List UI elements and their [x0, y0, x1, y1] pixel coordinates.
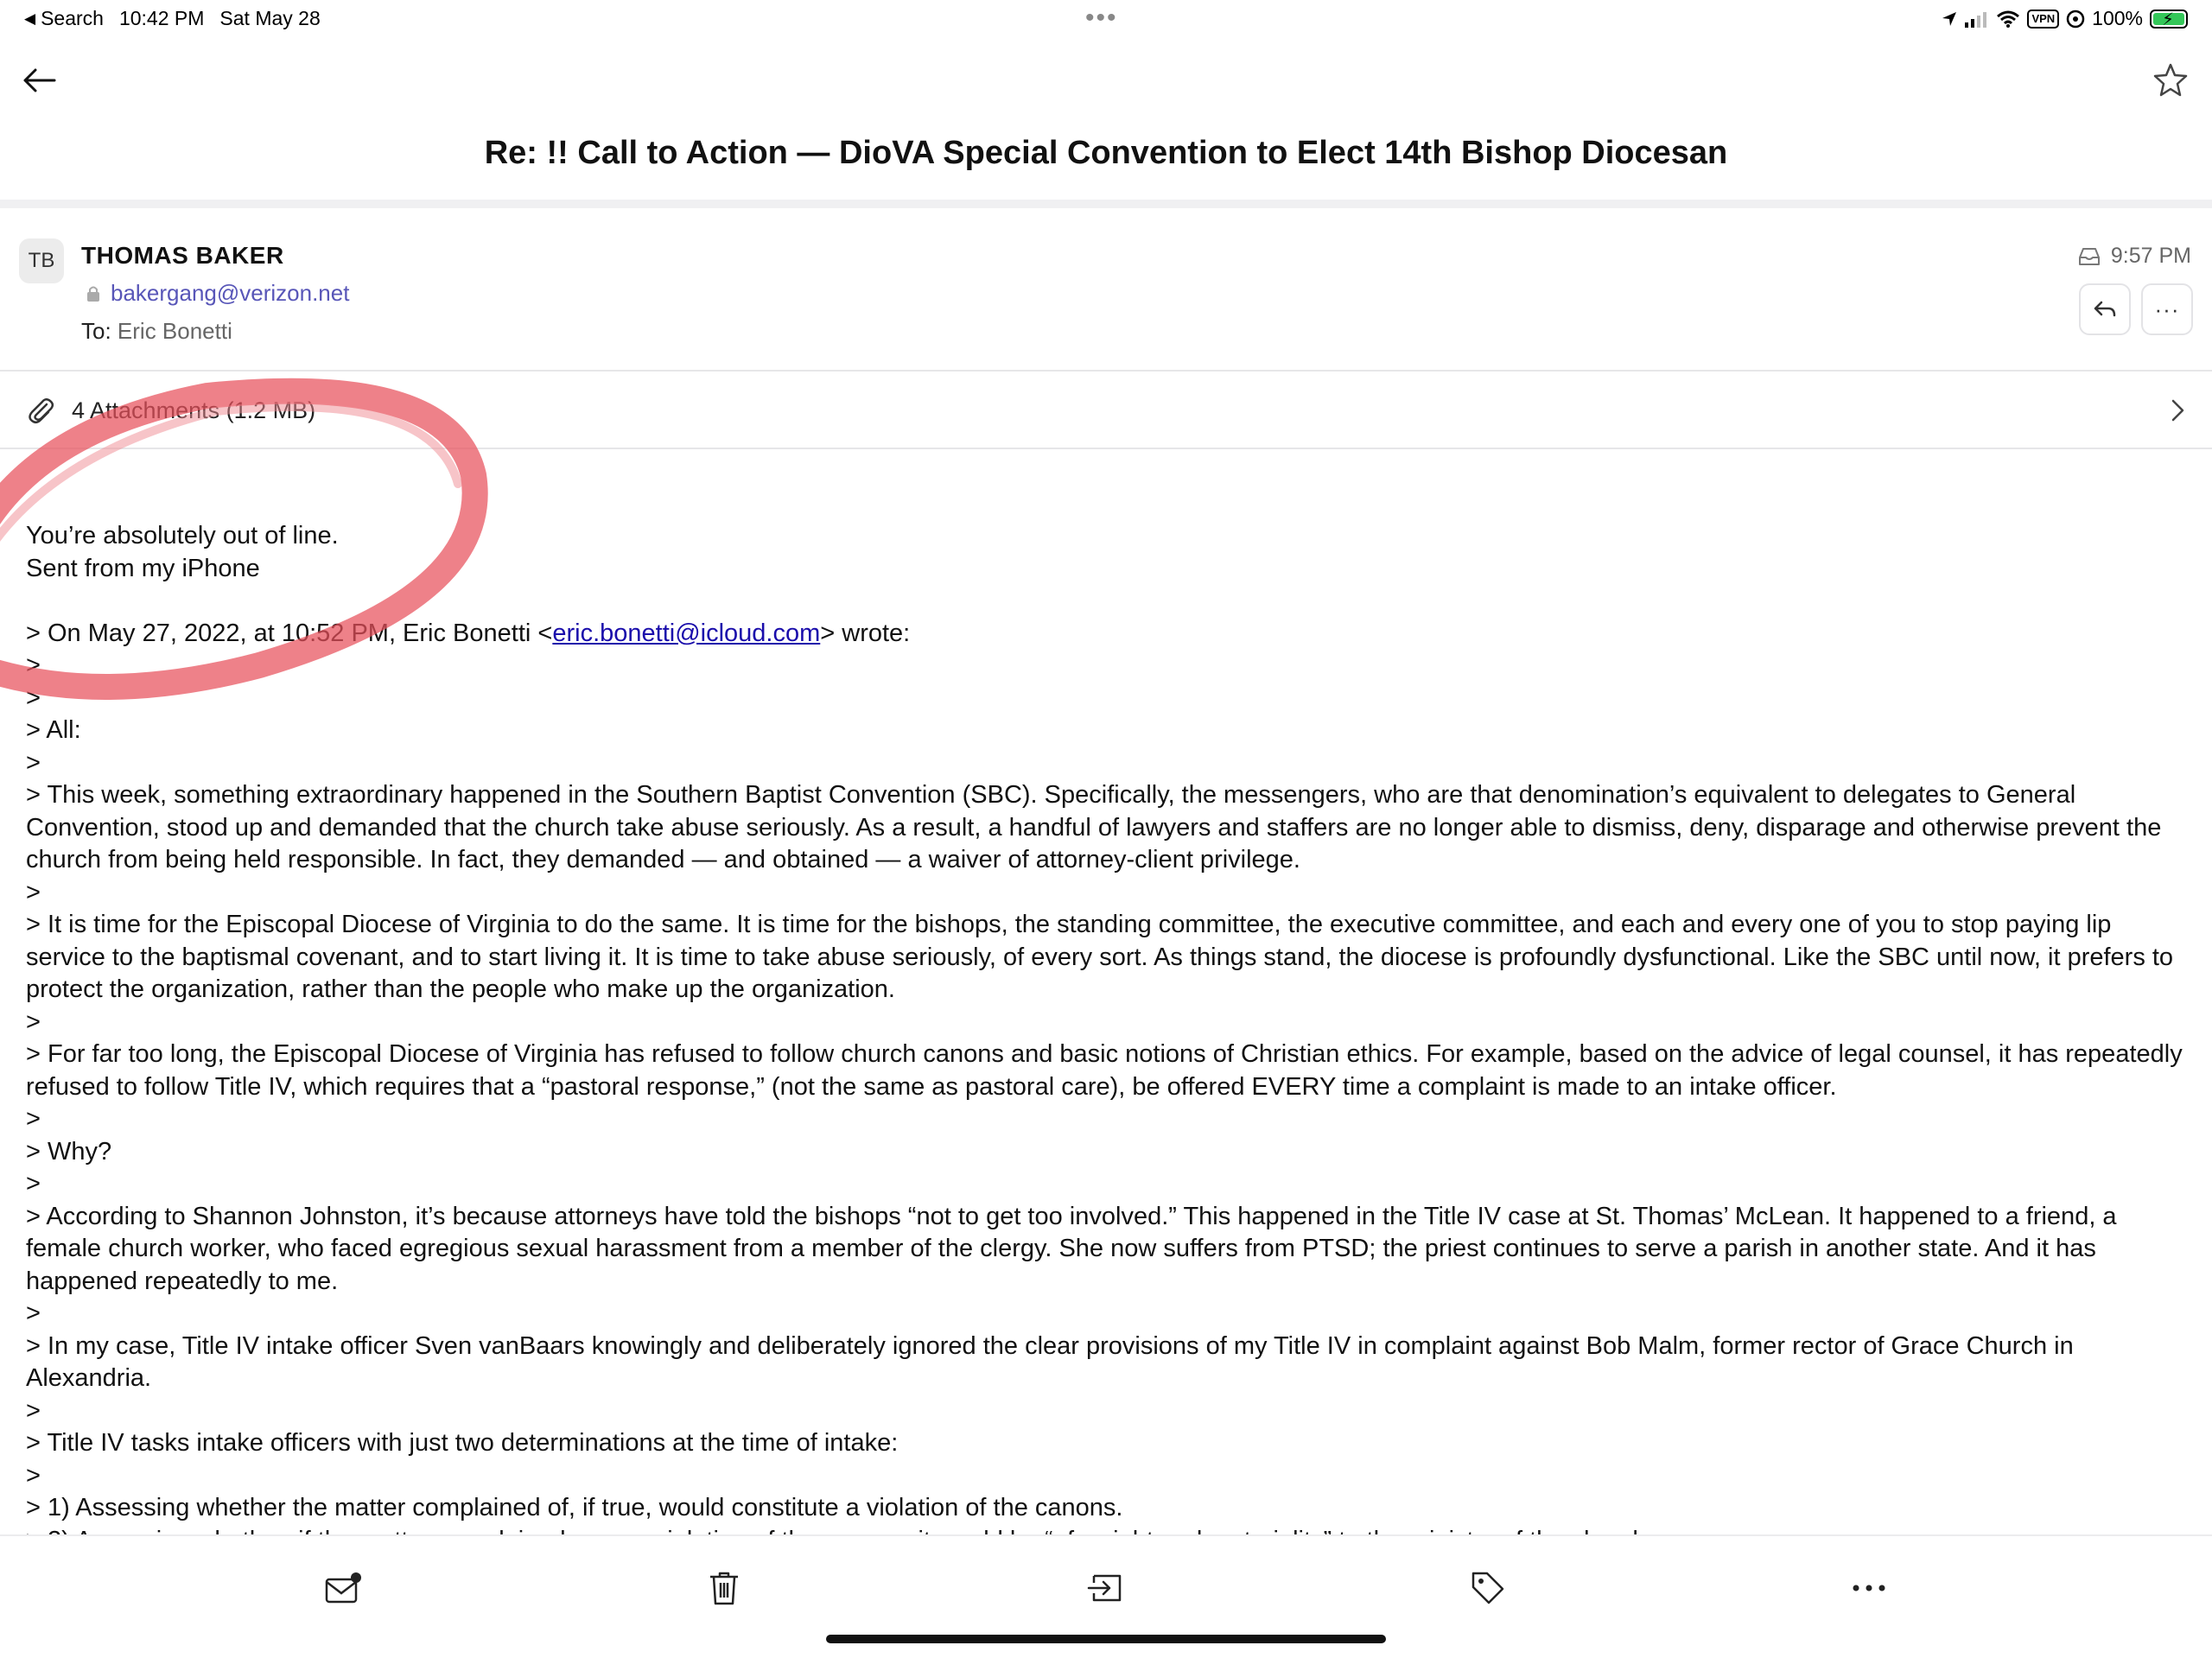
email-subject: Re: !! Call to Action — DioVA Special Convention to Elect 14th Bishop Diocesan: [484, 135, 1728, 171]
reply-button[interactable]: [2079, 283, 2131, 335]
battery-icon: ⚡: [2150, 10, 2188, 29]
quote-paragraph: > Why?: [26, 1137, 112, 1166]
quote-line: >: [26, 1461, 41, 1490]
mark-unread-button[interactable]: [317, 1562, 369, 1614]
status-date: Sat May 28: [219, 7, 321, 29]
quote-line: >: [26, 683, 41, 712]
quoted-email-link[interactable]: eric.bonetti@icloud.com: [552, 619, 821, 647]
status-bar: [0, 0, 2212, 38]
quote-header-suffix: > wrote:: [820, 619, 911, 647]
chevron-right-icon[interactable]: [2167, 397, 2188, 423]
back-to-app-label[interactable]: Search: [41, 7, 104, 29]
star-button[interactable]: [2148, 57, 2193, 102]
sender-avatar[interactable]: TB: [19, 238, 64, 283]
status-left: [24, 7, 321, 30]
move-icon: [1087, 1571, 1125, 1605]
received-time-row: [2078, 244, 2191, 269]
quote-paragraph: > Title IV tasks intake officers with just two determinations at the time of intake:: [26, 1429, 899, 1457]
quote-paragraph: > According to Shannon Johnston, it’s because attorneys have told the bishops “not to get too involved.” This happened in the Title IV case at St. Thomas’ McLean. It happened to a friend, a female church worker, who faced egregious sexual harassment from a member of the clergy. She now suffers from PTSD; the priest continues to serve a parish in another state. And it has happened repeatedly to me.: [26, 1202, 2124, 1295]
attachments-divider: [0, 448, 2212, 449]
sender-email[interactable]: bakergang@verizon.net: [111, 280, 350, 306]
mail-unread-icon: [324, 1571, 362, 1605]
toolbar-more-button[interactable]: [1843, 1562, 1895, 1614]
quote-line: >: [26, 748, 41, 777]
quote-line: >: [26, 1105, 41, 1133]
reply-icon: [2093, 300, 2117, 319]
quote-line: >: [26, 878, 41, 906]
location-arrow-icon: [1941, 10, 1958, 28]
quote-paragraph: > 1) Assessing whether the matter complained of, if true, would constitute a violation of the canons.: [26, 1494, 1123, 1521]
attachments-label[interactable]: 4 Attachments (1.2 MB): [72, 397, 316, 423]
move-button[interactable]: [1080, 1562, 1132, 1614]
quote-paragraph: > This week, something extraordinary happened in the Southern Baptist Convention (SBC). Specifically, the messengers, who are that denomination’s equivalent to delegates to General Convention, stood up and demanded that the church take abuse seriously. As a result, a handful of lawyers and staffers are no longer able to dismiss, deny, disparage and otherwise prevent the church from being held responsible. In fact, they demanded — and obtained — a waiver of attorney-client privilege.: [26, 781, 2169, 873]
to-label: To:: [81, 318, 111, 344]
cellular-signal-icon: [1965, 10, 1989, 28]
body-line: You’re absolutely out of line.: [26, 522, 339, 549]
tag-icon: [1470, 1570, 1506, 1606]
focus-mode-icon: [2066, 10, 2085, 29]
battery-percent: 100%: [2092, 7, 2143, 29]
email-body: [26, 520, 2195, 1531]
received-time: 9:57 PM: [2110, 244, 2191, 268]
delete-button[interactable]: [698, 1562, 750, 1614]
body-line: Sent from my iPhone: [26, 554, 260, 582]
quote-line: >: [26, 1170, 41, 1197]
quote-header: [26, 618, 2195, 651]
body-blank: [26, 585, 2195, 618]
quote-paragraph: > It is time for the Episcopal Diocese of Virginia to do the same. It is time for the bishops, the standing committee, the executive committee, and each and every one of you to stop paying lip service to the baptismal covenant, and to start living it. It is time to take abuse seriously, of every sort. As things stand, the diocese is profoundly dysfunctional. Like the SBC until now, it prefers to protect the organization, rather than the people who make up the organization.: [26, 911, 2181, 1003]
home-indicator[interactable]: [826, 1635, 1386, 1643]
wifi-icon: [1996, 10, 2020, 29]
attachments-row[interactable]: [0, 372, 2212, 449]
trash-icon: [708, 1570, 741, 1606]
lock-icon: [86, 285, 100, 302]
quote-header-prefix: > On May 27, 2022, at 10:52 PM, Eric Bonetti <: [26, 619, 553, 647]
quote-line: >: [26, 1007, 41, 1036]
back-to-app-icon[interactable]: ◀: [24, 10, 36, 27]
star-icon: [2153, 62, 2188, 97]
recipient-name[interactable]: Eric Bonetti: [117, 318, 232, 344]
quote-line: > All:: [26, 716, 81, 744]
back-button[interactable]: [17, 59, 60, 102]
quote-paragraph: > In my case, Title IV intake officer Sven vanBaars knowingly and deliberately ignored the clear provisions of my Title IV in complaint against Bob Malm, former rector of Grace Church in Alexandria.: [26, 1331, 2080, 1392]
message-more-button[interactable]: ···: [2141, 283, 2193, 335]
vpn-badge: VPN: [2027, 10, 2059, 29]
sender-name[interactable]: THOMAS BAKER: [81, 242, 284, 269]
multitask-dots[interactable]: •••: [1085, 3, 1118, 32]
sender-email-row: [86, 280, 349, 307]
quote-line: >: [26, 1299, 41, 1327]
arrow-left-icon: [22, 67, 56, 93]
tag-button[interactable]: [1462, 1562, 1514, 1614]
tray-icon: [2078, 247, 2101, 266]
status-time: 10:42 PM: [118, 7, 205, 29]
recipient-row: [81, 318, 232, 345]
status-right: [1941, 7, 2188, 30]
subject-divider: [0, 200, 2212, 208]
quote-line: >: [26, 1396, 41, 1425]
paperclip-icon: [26, 396, 55, 425]
quote-line: >: [26, 651, 41, 679]
quote-paragraph: > For far too long, the Episcopal Diocese of Virginia has refused to follow church canons and basic notions of Christian ethics. For example, based on the advice of legal counsel, it has repeatedly refused to follow Title IV, which requires that a “pastoral response,” (not the same as pastoral care), be offered EVERY time a complaint is made to an intake officer.: [26, 1040, 2190, 1101]
more-icon: [1852, 1584, 1886, 1592]
